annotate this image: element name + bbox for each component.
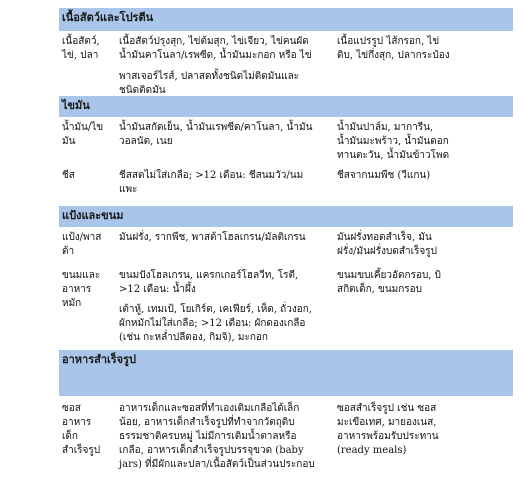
section-title: ไขมัน bbox=[62, 99, 90, 112]
recommended-foods: ชีสสดไม่ใส่เกลือ; >12 เดือน: ชีสนมวัว/นม แพะ bbox=[119, 170, 304, 195]
row-label: น้ำมัน/ไข มัน bbox=[62, 122, 104, 147]
row-label: ซอส อาหาร เด็ก สำเร็จรูป bbox=[62, 403, 101, 456]
section-header-starch bbox=[59, 206, 513, 227]
row-label: ขนมและ อาหาร หมัก bbox=[62, 270, 101, 309]
recommended-foods: อาหารเด็กและซอสที่ทำเองเติมเกลือได้เล็ก น้อย, อาหารเด็กสำเร็จรูปที่ทำจากวัตถุดิบ ธรรมชาติครบหมู่ ไม่มีการเติมน้ำตาลหรือ เกลือ, อาหารเด็กสำเร็จรูปบรรจุขวด (baby jars) ที่มีผักและปลา/เนื้อสัตว์เป็นส่วนประกอบ bbox=[119, 403, 315, 470]
section-title: อาหารสำเร็จรูป bbox=[62, 353, 137, 366]
row-label: แป้ง/พาส ต้า bbox=[62, 232, 102, 257]
avoid-foods: ชีสจากนมพืช (วีแกน) bbox=[337, 170, 431, 181]
recommended-foods: เนื้อสัตว์ปรุงสุก, ไข่ต้มสุก, ไข่เจียว, ไข่คนผัด น้ำมันคาโนลา/เรพซีด, น้ำมันมะกอก หรือ ไข่ พาสเจอร์ไรส์, ปลาสดทั้งชนิดไม่ติดมันและ ชนิดติดมัน bbox=[119, 36, 312, 96]
recommended-foods: มันฝรั่ง, รากพืช, พาสต้าโฮลเกรน/มัลติเกรน bbox=[119, 232, 306, 243]
section-title: เนื้อสัตว์และโปรตีน bbox=[62, 11, 154, 24]
avoid-foods: ขนมขบเคี้ยวอัดกรอบ, บิ สกิตเด็ก, ขนมกรอบ bbox=[337, 270, 442, 295]
section-header-ready-food bbox=[59, 350, 513, 396]
section-header-fats bbox=[59, 96, 513, 117]
recommended-foods: น้ำมันสกัดเย็น, น้ำมันเรพซีด/คาโนลา, น้ำมัน วอลนัต, เนย bbox=[119, 122, 313, 147]
avoid-foods: น้ำมันปาล์ม, มาการีน, น้ำมันมะพร้าว, น้ำมันดอก ทานตะวัน, น้ำมันข้าวโพด bbox=[337, 122, 450, 161]
row-label: เนื้อสัตว์, ไข่, ปลา bbox=[62, 36, 100, 61]
avoid-foods: ซอสสำเร็จรูป เช่น ซอส มะเขือเทศ, มายองเนส, อาหารพร้อมรับประทาน (ready meals) bbox=[337, 403, 439, 456]
recommended-foods-fermented: เต้าหู้, เทมเป้, โยเกิร์ต, เคเฟียร์, เห็ด, ถั่วงอก, ผักหมักไม่ใส่เกลือ; >12 เดือน: ผักดองเกลือ (เช่น กะหล่ำปลีดอง, กิมจิ), มะกอก bbox=[119, 304, 312, 343]
row-label: ชีส bbox=[62, 170, 75, 181]
recommended-foods: ขนมปังโฮลเกรน, แครกเกอร์โฮลวีท, โรตี, >12 เดือน: น้ำผึ้ง bbox=[119, 270, 299, 295]
avoid-foods: เนื้อแปรรูป ไส้กรอก, ไข่ ดิบ, ไข่กึ่งสุก, ปลากระป๋อง bbox=[337, 36, 450, 61]
section-title: แป้งและขนม bbox=[62, 209, 124, 222]
section-header-protein bbox=[59, 8, 513, 31]
avoid-foods: มันฝรั่งทอดสำเร็จ, มัน ฝรั่ง/มันฝรั่งบดสำเร็จรูป bbox=[337, 232, 437, 257]
